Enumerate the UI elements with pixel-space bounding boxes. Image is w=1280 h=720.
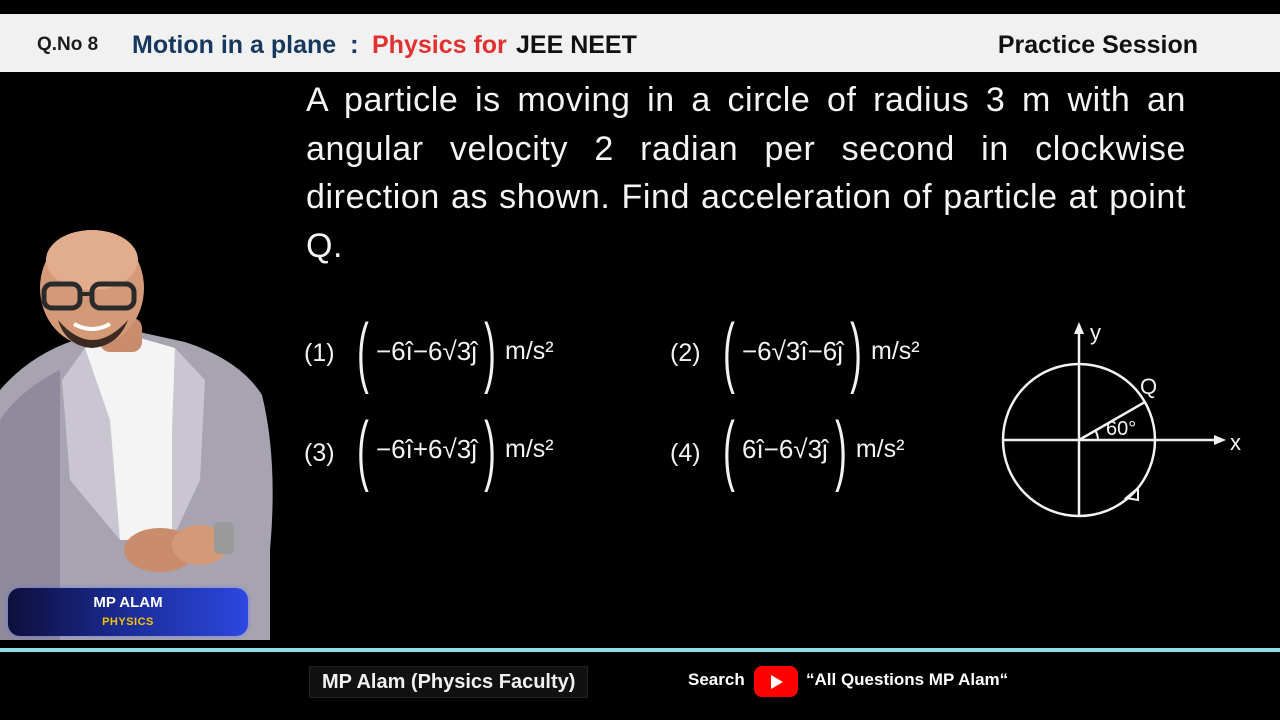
- header-bar: [0, 14, 1280, 72]
- clockwise-arrow-icon: [1126, 488, 1138, 500]
- x-axis-arrow-icon: [1214, 435, 1226, 445]
- search-query: “All Questions MP Alam“: [806, 670, 1009, 689]
- right-paren-icon: ): [850, 307, 862, 395]
- right-paren-icon: ): [484, 405, 496, 493]
- option-3: [304, 405, 624, 493]
- vector-expression: −6î−6√3ĵ: [375, 335, 478, 366]
- point-q-label: Q: [1140, 374, 1158, 399]
- option-unit: m/s²: [871, 336, 920, 365]
- title-separator: :: [350, 29, 359, 59]
- left-paren-icon: (: [723, 405, 735, 493]
- option-number: (3): [304, 439, 335, 467]
- top-strip: [0, 0, 1280, 14]
- search-label: Search: [688, 670, 745, 689]
- angle-label: 60°: [1106, 418, 1137, 440]
- right-paren-icon: ): [834, 405, 847, 493]
- question-number: Q.No 8: [37, 34, 99, 55]
- subject-label: Physics for: [372, 31, 507, 59]
- option-expression: [716, 405, 905, 493]
- left-paren-icon: (: [357, 405, 369, 493]
- option-number: (4): [670, 439, 701, 467]
- presenter-name-card: [8, 588, 248, 636]
- x-axis-label: x: [1230, 430, 1241, 455]
- y-axis-arrow-icon: [1074, 322, 1084, 334]
- faculty-label: MP Alam (Physics Faculty): [309, 666, 588, 698]
- footer-bar: [0, 652, 1280, 720]
- option-expression: [716, 307, 920, 395]
- option-expression: [350, 307, 554, 395]
- angle-arc: [1095, 430, 1098, 440]
- youtube-play-icon: [754, 666, 798, 697]
- option-unit: m/s²: [505, 336, 554, 365]
- option-number: (1): [304, 339, 335, 367]
- circle-diagram: [990, 312, 1260, 532]
- vector-expression: −6î+6√3ĵ: [375, 433, 478, 464]
- option-1: [304, 307, 624, 395]
- presenter-avatar: [0, 220, 290, 640]
- right-paren-icon: ): [484, 307, 496, 395]
- exam-label: JEE NEET: [516, 31, 637, 59]
- left-paren-icon: (: [357, 307, 369, 395]
- presenter-subject: PHYSICS: [102, 616, 154, 628]
- option-2: [670, 307, 990, 395]
- left-paren-icon: (: [723, 307, 735, 395]
- session-label: Practice Session: [997, 31, 1198, 59]
- option-4: [670, 405, 990, 493]
- option-unit: m/s²: [855, 434, 905, 463]
- question-text: A particle is moving in a circle of radius 3 m with an angular velocity 2 radian per second in clockwise direction as shown. Find acceleration of particle at point Q.: [306, 81, 1186, 265]
- vector-expression: 6î−6√3ĵ: [741, 433, 828, 464]
- option-unit: m/s²: [505, 434, 554, 463]
- y-axis-label: y: [1090, 320, 1101, 345]
- option-expression: [350, 405, 554, 493]
- presenter-name: MP ALAM: [93, 594, 163, 611]
- vector-expression: −6√3î−6ĵ: [741, 335, 844, 366]
- topic-title: Motion in a plane: [132, 31, 337, 59]
- option-number: (2): [670, 339, 701, 367]
